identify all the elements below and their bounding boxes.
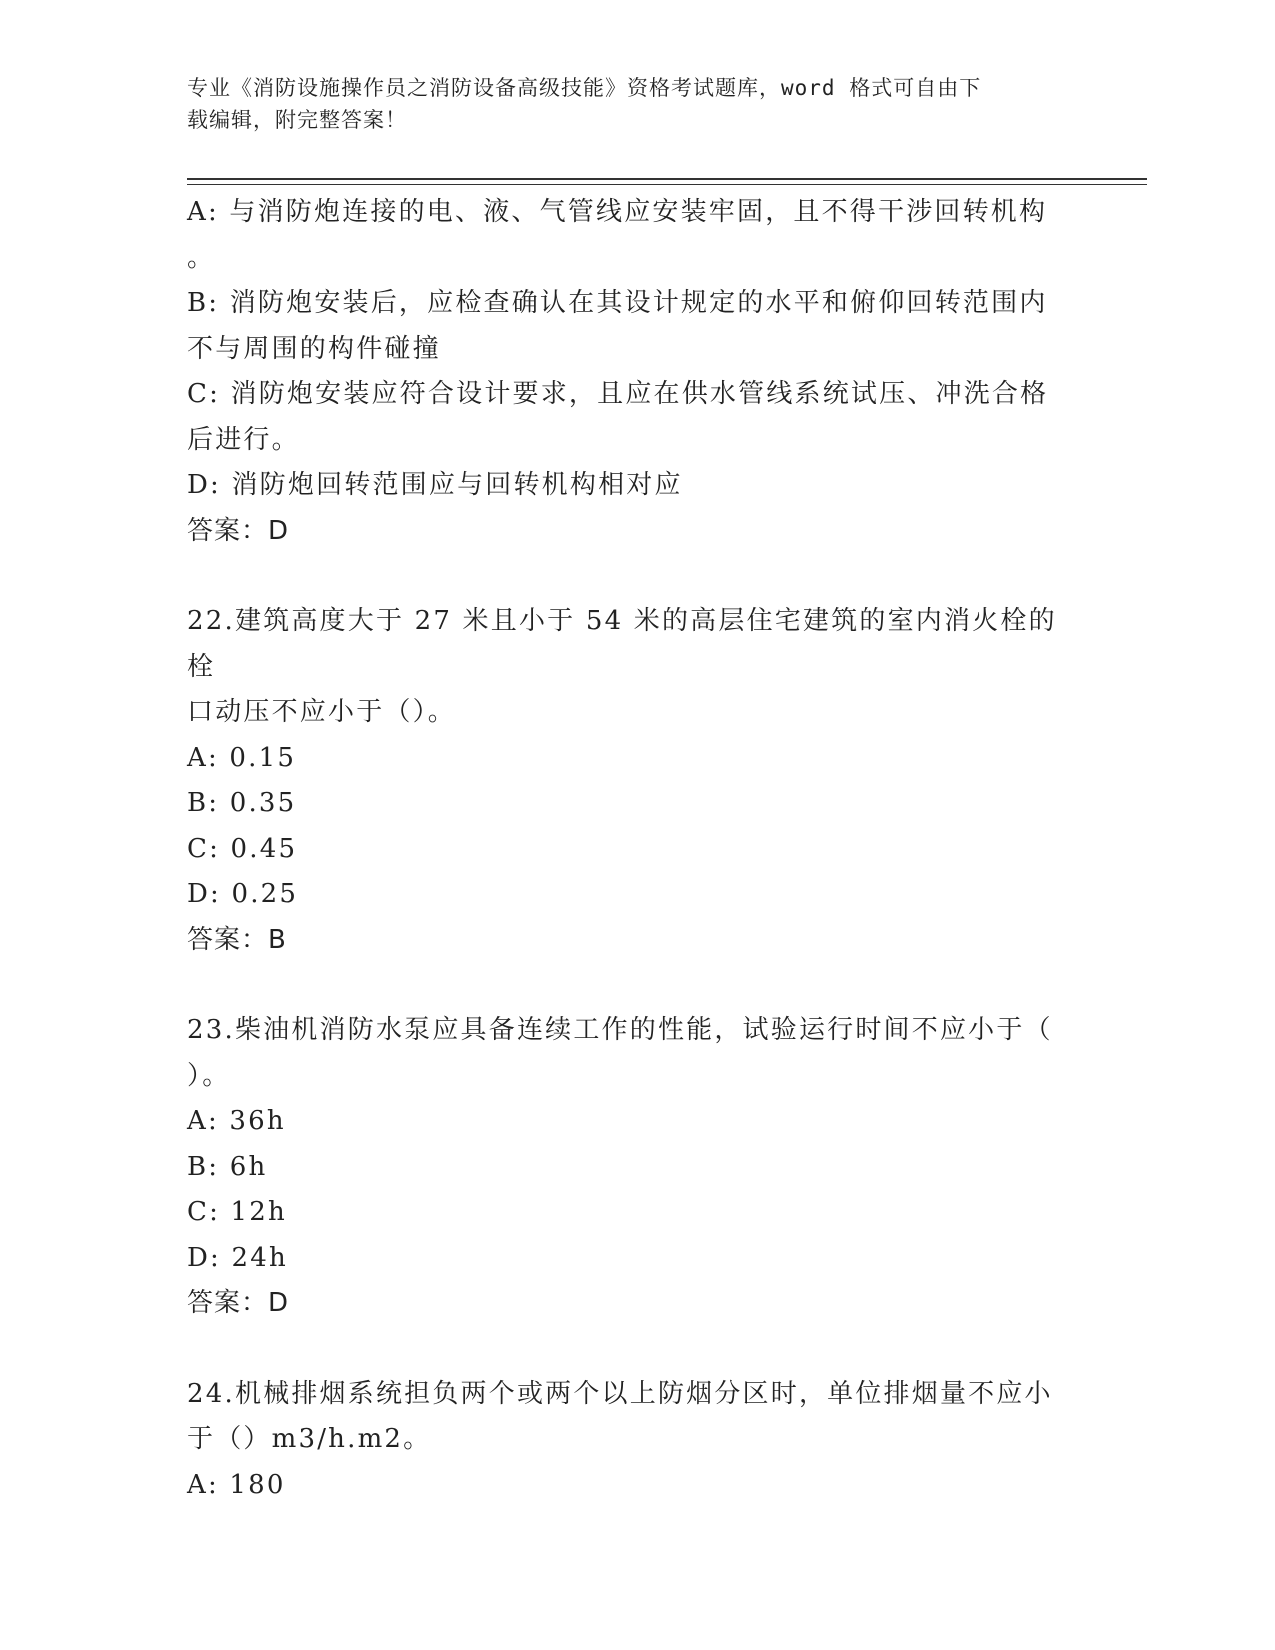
header-divider-thin: [187, 184, 1147, 185]
question-22-answer: 答案：B: [187, 924, 287, 955]
question-23-answer: 答案：D: [187, 1288, 290, 1318]
option-d: D: 消防炮回转范围应与回转机构相对应: [187, 470, 683, 500]
option-b-line-1: B: 消防炮安装后，应检查确认在其设计规定的水平和俯仰回转范围内: [187, 288, 1048, 318]
question-22-option-d: D: 0.25: [187, 879, 299, 909]
question-22-line-2: 口动压不应小于（）。: [187, 697, 457, 727]
question-23-option-b: B: 6h: [187, 1151, 268, 1182]
question-24-line-1: 24.机械排烟系统担负两个或两个以上防烟分区时，单位排烟量不应小: [187, 1378, 1053, 1409]
answer: 答案：D: [187, 515, 290, 546]
question-23-option-d: D: 24h: [187, 1242, 288, 1273]
option-a-line-2: 。: [187, 242, 216, 273]
question-23-option-a: A: 36h: [187, 1106, 286, 1136]
question-content: [187, 190, 1067, 1508]
header-line-1: 专业《消防设施操作员之消防设备高级技能》资格考试题库，word 格式可自由下: [187, 76, 982, 100]
question-24-line-2: 于（）m3/h.m2。: [187, 1424, 432, 1454]
header-divider-thick: [187, 178, 1147, 180]
question-24-option-a: A: 180: [187, 1469, 286, 1500]
option-a-line-1: A: 与消防炮连接的电、液、气管线应安装牢固，且不得干涉回转机构: [187, 197, 1048, 227]
header-line-2: 载编辑，附完整答案！: [187, 108, 407, 132]
question-23-line-2: ）。: [187, 1060, 231, 1091]
option-c-line-2: 后进行。: [187, 424, 300, 455]
question-22-option-b: B: 0.35: [187, 788, 297, 818]
question-23-option-c: C: 12h: [187, 1197, 287, 1227]
option-b-line-2: 不与周围的构件碰撞: [187, 333, 441, 364]
question-22-line-1: 22.建筑高度大于 27 米且小于 54 米的高层住宅建筑的室内消火栓的栓: [187, 606, 1057, 682]
document-header: [187, 72, 1077, 136]
question-23-line-1: 23.柴油机消防水泵应具备连续工作的性能，试验运行时间不应小于（: [187, 1015, 1053, 1045]
option-c-line-1: C: 消防炮安装应符合设计要求，且应在供水管线系统试压、冲洗合格: [187, 379, 1049, 409]
question-22-option-a: A: 0.15: [187, 742, 297, 773]
question-22-option-c: C: 0.45: [187, 833, 298, 864]
